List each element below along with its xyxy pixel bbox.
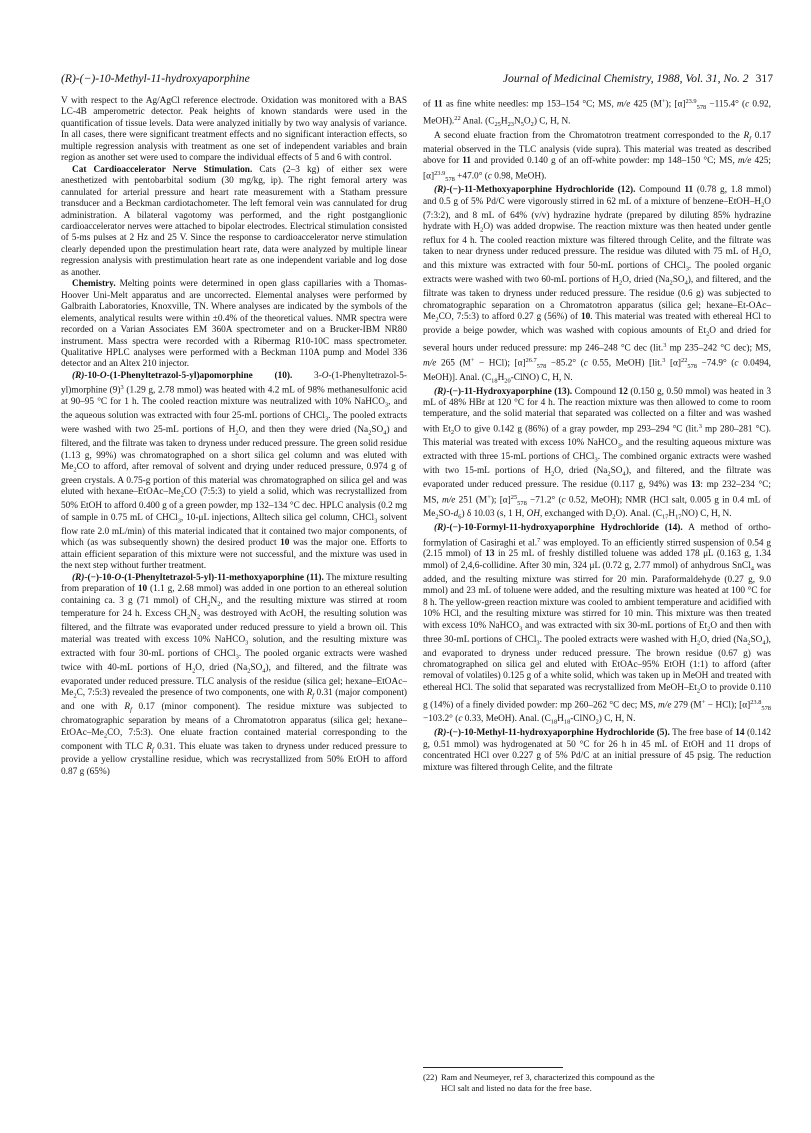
footnote-number: (22) <box>423 1072 438 1082</box>
footnote-line-1: Ram and Neumeyer, ref 3, characterized this compound as the <box>441 1072 655 1082</box>
page-number: 317 <box>755 72 773 85</box>
footnote <box>423 1072 771 1094</box>
left-column-paragraph: V with respect to the Ag/AgCl reference electrode. Oxidation was monitored with a BAS LC-4B amperometric detector. Peak heights of known standards were used in the quantification of tissue levels. Data were analyzed initially by two way analysis of variance. In all cases, there were significant treatment effects and no significant interaction effects, so multiple regression analysis with treatment as one set of independent variables and brain region as another set were used to compare the individual effects of 5 and 6 with control. <box>61 96 407 164</box>
left-column <box>61 96 407 778</box>
right-column-paragraph: of 11 as fine white needles: mp 153–154 °C; MS, m/e 425 (M+); $[\alpha]^{23.9}_{578} -115.4^\circ$ (c 0.92, MeOH).$^{22}$ Anal. $(C_{25}H_{23}N_5O_2)$ C, H, N. <box>423 98 771 129</box>
journal-citation <box>503 72 773 85</box>
right-column-paragraph: (R)-(−)-11-Hydroxyaporphine (13). Compound 12 (0.150 g, 0.50 mmol) was heated in 3 mL of 48% HBr at 120 °C for 4 h. The reaction mixture was then allowed to come to room temperature, and the solid material that separated was collected on a filter and was washed with $Et_2O$ to give 0.142 g (86%) of a gray powder, mp 293–294 °C (lit.$^3$ mp 280–281 °C). This material was treated with excess 10% NaHCO$_3$, and the resulting aqueous mixture was extracted with three 15-mL portions of CHCl$_3$. The combined organic extracts were washed with two 15-mL portions of $H_2O$, dried $(Na_2SO_4)$, and filtered, and the filtrate was evaporated under reduced pressure. The residue (0.117 g, 94%) was 13: mp 232–234 °C; MS, m/e 251 (M+); $[\alpha]^{25}_{578} -71.2^\circ$ (c 0.52, MeOH); NMR (HCl salt, 0.005 g in 0.4 mL of $Me_2SO-d_6$) δ 10.03 (s, 1 H, OH, exchanged with $D_2O$). Anal. $(C_{17}H_{17}NO)$ C, H, N. <box>423 386 772 521</box>
right-column-paragraph: (R)-(−)-11-Methoxyaporphine Hydrochloride (12). Compound 11 (0.78 g, 1.8 mmol) and 0.5 g of 5% Pd/C were vigorously stirred in 62 mL of a mixture of benzene–$EtOH-H_2O$ (7:3:2), and 8 mL of 64% (v/v) hydrazine hydrate (prepared by diluting 85% hydrazine hydrate with $H_2O$) was added dropwise. The reaction mixture was then heated under gentle reflux for 4 h. The cooled reaction mixture was filtered through Celite, and the filtrate was taken to near dryness under reduced pressure. The residue was diluted with 75 mL of $H_2O$, and this mixture was extracted with four 50-mL portions of CHCl$_3$. The pooled organic extracts were washed with two 60-mL portions of $H_2O$, dried $(Na_2SO_4)$, and filtered, and the filtrate was taken to dryness under reduced pressure. The residue (0.6 g) was subjected to chromatographic separation on a Chromatotron apparatus (silica gel; hexane–$Et-OAc-Me_2CO$, 7:5:3) to afford 0.27 g (56%) of 10. This material was treated with ethereal HCl to provide a beige powder, which was washed with copious amounts of $Et_2O$ and dried for several hours under reduced pressure: mp 246–248 °C dec (lit.$^3$ mp 235–242 °C dec); MS, m/e 265 (M+ − HCl); $[\alpha]^{26.7}_{578} -85.2^\circ$ (c 0.55, MeOH) [lit.$^3$ $[\alpha]^{22}_{578} -74.9^\circ$ (c 0.0494, MeOH)]. Anal. $(C_{18}H_{20}-ClNO)$ C, H, N. <box>423 185 772 385</box>
footnote-line-2: HCl salt and listed no data for the free base. <box>441 1083 592 1093</box>
journal-name: Journal of Medicinal Chemistry, 1988, Vol. 31, No. 2 <box>502 72 749 85</box>
left-column-paragraph: Chemistry. Melting points were determined in open glass capillaries with a Thomas-Hoover Uni-Melt apparatus and are uncorrected. Elemental analyses were performed by Galbraith Laboratories, Knoxville, TN. Where analyses are indicated by the symbols of the elements, analytical results were within ±0.4% of the theoretical values. NMR spectra were recorded on a Varian Associates EM 360A spectrometer and on a Brucker-IBM NR80 instrument. Mass spectra were recorded with a Ribermag R10-10C mass spectrometer. Qualitative HPLC analyses were performed with a Beckman 110A pump and Model 336 detector and an Altex 210 injector. <box>61 279 407 370</box>
footnote-rule <box>423 1067 563 1068</box>
left-column-paragraph: Cat Cardioaccelerator Nerve Stimulation. Cats (2–3 kg) of either sex were anesthetized with pentobarbital sodium (30 mg/kg, ip). The right femoral artery was cannulated for arterial pressure and heart rate measurement with a Statham pressure transducer and a Beckman cardiotachometer. The left femoral vein was cannulated for drug administration. A bilateral vagotomy was performed, and the right postganglionic cardioaccelerator nerves were attached to bipolar electrodes. Electrical stimulation consisted of 5-ms pulses at 2 Hz and 25 V. Since the response to cardioaccelerator nerve stimulation clearly depended upon the prestimulation heart rate, data were analyzed by multiple linear regression analysis with prestimulation heart rate as one independent variable and log dose as another. <box>61 164 407 278</box>
left-column-paragraph: (R)-(−)-10-O-(1-Phenyltetrazol-5-yl)-11-methoxyaporphine (11). The mixture resulting from preparation of 10 (1.1 g, 2.68 mmol) was added in one portion to an ethereal solution containing ca. 3 g (71 mmol) of $CH_2N_2$, and the resulting mixture was stirred at room temperature for 24 h. Excess $CH_2N_2$ was destroyed with AcOH, the resulting solution was filtered, and the filtrate was evaporated under reduced pressure to yield a brown oil. This material was treated with excess 10% NaHCO$_3$ solution, and the resulting mixture was extracted with four 30-mL portions of CHCl$_3$. The pooled organic extracts were washed twice with 40-mL portions of $H_2O$, dried $(Na_2SO_4)$, and filtered, and the filtrate was evaporated under reduced pressure. TLC analysis of the residue (silica gel; hexane–$EtOAc-Me_2C$, 7:5:3) revealed the presence of two components, one with $R_f$ 0.31 (major component) and one with $R_f$ 0.17 (minor component). The residue mixture was subjected to chromatographic separation by means of a Chromatotron apparatus (silica gel; hexane–$EtOAc-Me_2CO$, 7:5:3). One eluate fraction contained material corresponding to the component with TLC $R_f$ 0.31. This eluate was taken to dryness under reduced pressure to provide a yellow crystalline residue, which was recrystallized from 50% EtOH to afford 0.87 g (65%) <box>61 572 408 777</box>
right-column <box>423 96 771 774</box>
right-column-paragraph: (R)-(−)-10-Methyl-11-hydroxyaporphine Hydrochloride (5). The free base of 14 (0.142 g, 0.51 mmol) was hydrogenated at 50 °C for 26 h in 45 mL of EtOH and 11 drops of concentrated HCl over 0.227 g of 5% Pd/C at an initial pressure of 45 psig. The reduction mixture was filtered through Celite, and the filtrate <box>423 728 771 773</box>
right-column-paragraph: (R)-(−)-10-Formyl-11-hydroxyaporphine Hydrochloride (14). A method of ortho-formylation of Casiraghi et al.$^7$ was employed. To an efficiently stirred suspension of 0.54 g (2.15 mmol) of 13 in 25 mL of freshly distilled toluene was added 178 μL (0.163 g, 1.34 mmol) of 2,4,6-collidine. After 30 min, 324 μL (0.72 g, 2.77 mmol) of anhydrous SnCl$_4$ was added, and the resulting mixture was stirred for 20 min. Paraformaldehyde (0.27 g, 9.0 mmol) and 23 mL of toluene were added, and the resulting mixture was heated at 100 °C for 8 h. The yellow-green reaction mixture was cooled to ambient temperature and acidified with 10% HCl, and the resulting mixture was stirred for 10 min. This mixture was then treated with excess 10% NaHCO$_3$ and was extracted with six 30-mL portions of $Et_2O$ and then with three 30-mL portions of CHCl$_3$. The pooled extracts were washed with $H_2O$, dried $(Na_2SO_4)$, and evaporated to dryness under reduced pressure. The brown residue (0.67 g) was chromatographed on silica gel and eluted with EtOAc–95% EtOH (1:1) to afford (after removal of volatiles) 0.125 g of a white solid, which was taken up in MeOH and treated with ethereal HCl. The solid that separated was recrystallized from MeOH–$Et_2O$ to provide 0.110 g (14%) of a finely divided powder: mp 260–262 °C dec; MS, m/e 279 (M+ − HCl); $[\alpha]^{23.8}_{578} -103.2^\circ$ (c 0.33, MeOH). Anal. $(C_{18}H_{18}-ClNO_2)$ C, H, N. <box>423 523 771 726</box>
left-column-paragraph: (R)-10-O-(1-Phenyltetrazol-5-yl)apomorphine (10). 3-O-(1-Phenyltetrazol-5-yl)morphine $(9)^3$ (1.29 g, 2.78 mmol) was heated with 4.2 mL of 98% methanesulfonic acid at 90–95 °C for 1 h. The cooled reaction mixture was neutralized with 10% NaHCO$_3$, and the aqueous solution was extracted with four 25-mL portions of CHCl$_3$. The pooled extracts were washed with two 25-mL portions of $H_2O$, and then they were dried $(Na_2SO_4)$ and filtered, and the filtrate was taken to dryness under reduced pressure. The green solid residue (1.13 g, 99%) was chromatographed on a short silica gel column and was eluted with $Me_2CO$ to afford, after removal of solvent and drying under reduced pressure, 0.974 g of green crystals. A 0.75-g portion of this material was chromatographed on silica gel and was eluted with hexane–$EtOAc-Me_2CO$ (7:5:3) to yield a solid, which was recrystallized from 50% EtOH to afford 0.400 g of a green powder, mp 132–134 °C dec. HPLC analysis (0.2 mg of sample in 0.75 mL of CHCl$_3$, 10-μL injections, Alltech silica gel column, CHCl$_3$ solvent flow rate 2.0 mL/min) of this material indicated that it contained two major components, of which (as was subsequently shown) the desired product 10 was the major one. Efforts to attain efficient separation of this mixture were not successful, and the mixture was used in the next step without further treatment. <box>61 370 408 572</box>
running-title: (R)-(−)-10-Methyl-11-hydroxyaporphine <box>61 72 250 85</box>
right-column-paragraph: A second eluate fraction from the Chromatotron treatment corresponded to the $R_f$ 0.17 material observed in the TLC analysis (vide supra). This material was treated as described above for 11 and provided 0.140 g of an off-white powder: mp 148–150 °C; MS, m/e 425; $[\alpha]^{23.9}_{578} +47.0^\circ$ (c 0.98, MeOH). <box>423 130 772 183</box>
